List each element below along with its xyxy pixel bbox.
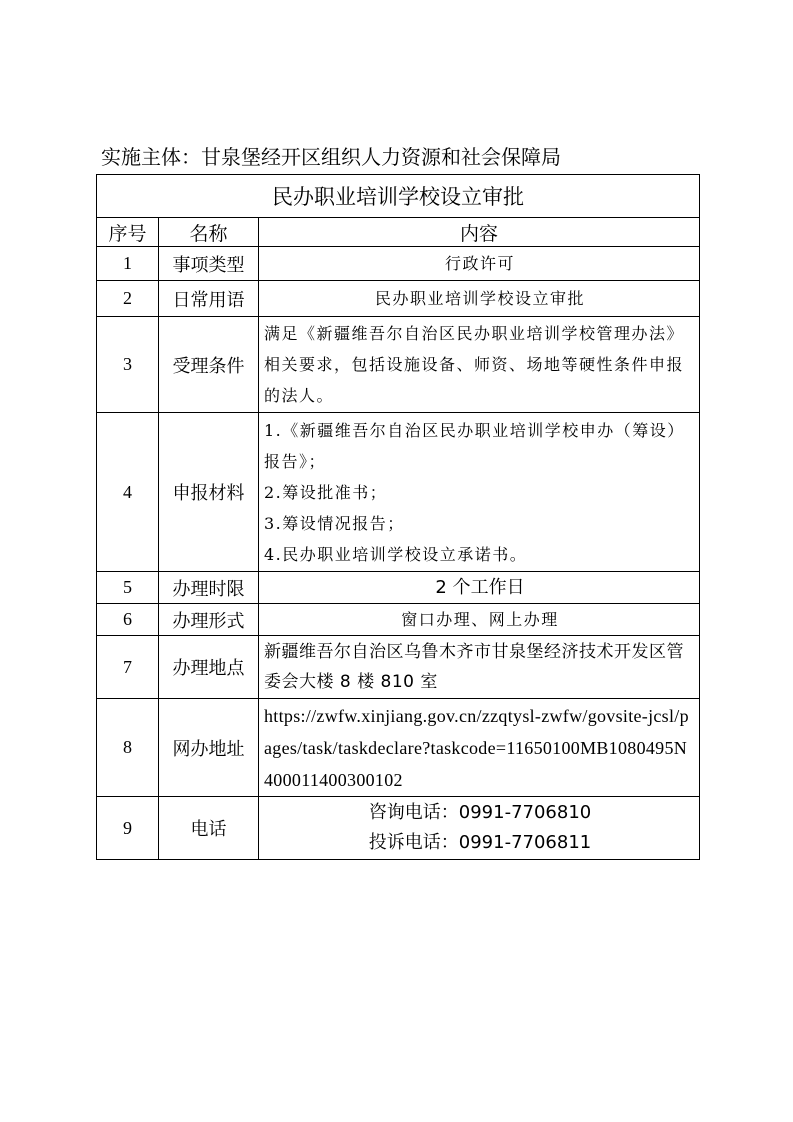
material-item: 3.筹设情况报告；	[264, 513, 405, 533]
material-item: 1.《新疆维吾尔自治区民办职业培训学校申办（筹设）报告》；	[264, 420, 685, 471]
table-row	[97, 797, 700, 860]
row-content	[259, 797, 700, 860]
complaint-phone: 投诉电话：0991-7706811	[368, 832, 592, 853]
table-title: 民办职业培训学校设立审批	[97, 175, 700, 218]
row-name: 办理形式	[159, 604, 259, 636]
row-content: 2 个工作日	[259, 572, 700, 604]
table-title-row	[97, 175, 700, 218]
row-number: 9	[97, 797, 159, 860]
row-name: 办理时限	[159, 572, 259, 604]
row-name: 受理条件	[159, 317, 259, 413]
table-header-row	[97, 218, 700, 247]
table-row	[97, 281, 700, 317]
online-service-url[interactable]: https://zwfw.xinjiang.gov.cn/zzqtysl-zwfw/govsite-jcsl/pages/task/taskdeclare?taskcode=11650100MB1080495N400011400300102	[259, 699, 700, 797]
service-info-table	[96, 174, 700, 860]
row-number: 7	[97, 636, 159, 699]
row-number: 6	[97, 604, 159, 636]
header-no: 序号	[97, 218, 159, 247]
row-name: 办理地点	[159, 636, 259, 699]
consult-phone: 咨询电话：0991-7706810	[368, 802, 592, 823]
row-name: 网办地址	[159, 699, 259, 797]
material-item: 2.筹设批准书；	[264, 482, 388, 502]
table-row	[97, 247, 700, 281]
row-content: 满足《新疆维吾尔自治区民办职业培训学校管理办法》相关要求，包括设施设备、师资、场地等硬性条件申报的法人。	[259, 317, 700, 413]
table-row	[97, 604, 700, 636]
table-row	[97, 413, 700, 572]
row-number: 5	[97, 572, 159, 604]
row-number: 2	[97, 281, 159, 317]
row-content: 行政许可	[259, 247, 700, 281]
row-name: 申报材料	[159, 413, 259, 572]
row-content	[259, 413, 700, 572]
table-row	[97, 317, 700, 413]
header-content: 内容	[259, 218, 700, 247]
table-row	[97, 699, 700, 797]
implementing-agency: 实施主体：甘泉堡经开区组织人力资源和社会保障局	[101, 145, 561, 169]
row-number: 3	[97, 317, 159, 413]
row-content: 窗口办理、网上办理	[259, 604, 700, 636]
row-number: 8	[97, 699, 159, 797]
table-row	[97, 572, 700, 604]
row-number: 4	[97, 413, 159, 572]
row-content: 民办职业培训学校设立审批	[259, 281, 700, 317]
row-number: 1	[97, 247, 159, 281]
row-name: 日常用语	[159, 281, 259, 317]
table-row	[97, 636, 700, 699]
material-item: 4.民办职业培训学校设立承诺书。	[264, 544, 528, 564]
header-name: 名称	[159, 218, 259, 247]
row-content: 新疆维吾尔自治区乌鲁木齐市甘泉堡经济技术开发区管委会大楼 8 楼 810 室	[259, 636, 700, 699]
row-name: 电话	[159, 797, 259, 860]
row-name: 事项类型	[159, 247, 259, 281]
